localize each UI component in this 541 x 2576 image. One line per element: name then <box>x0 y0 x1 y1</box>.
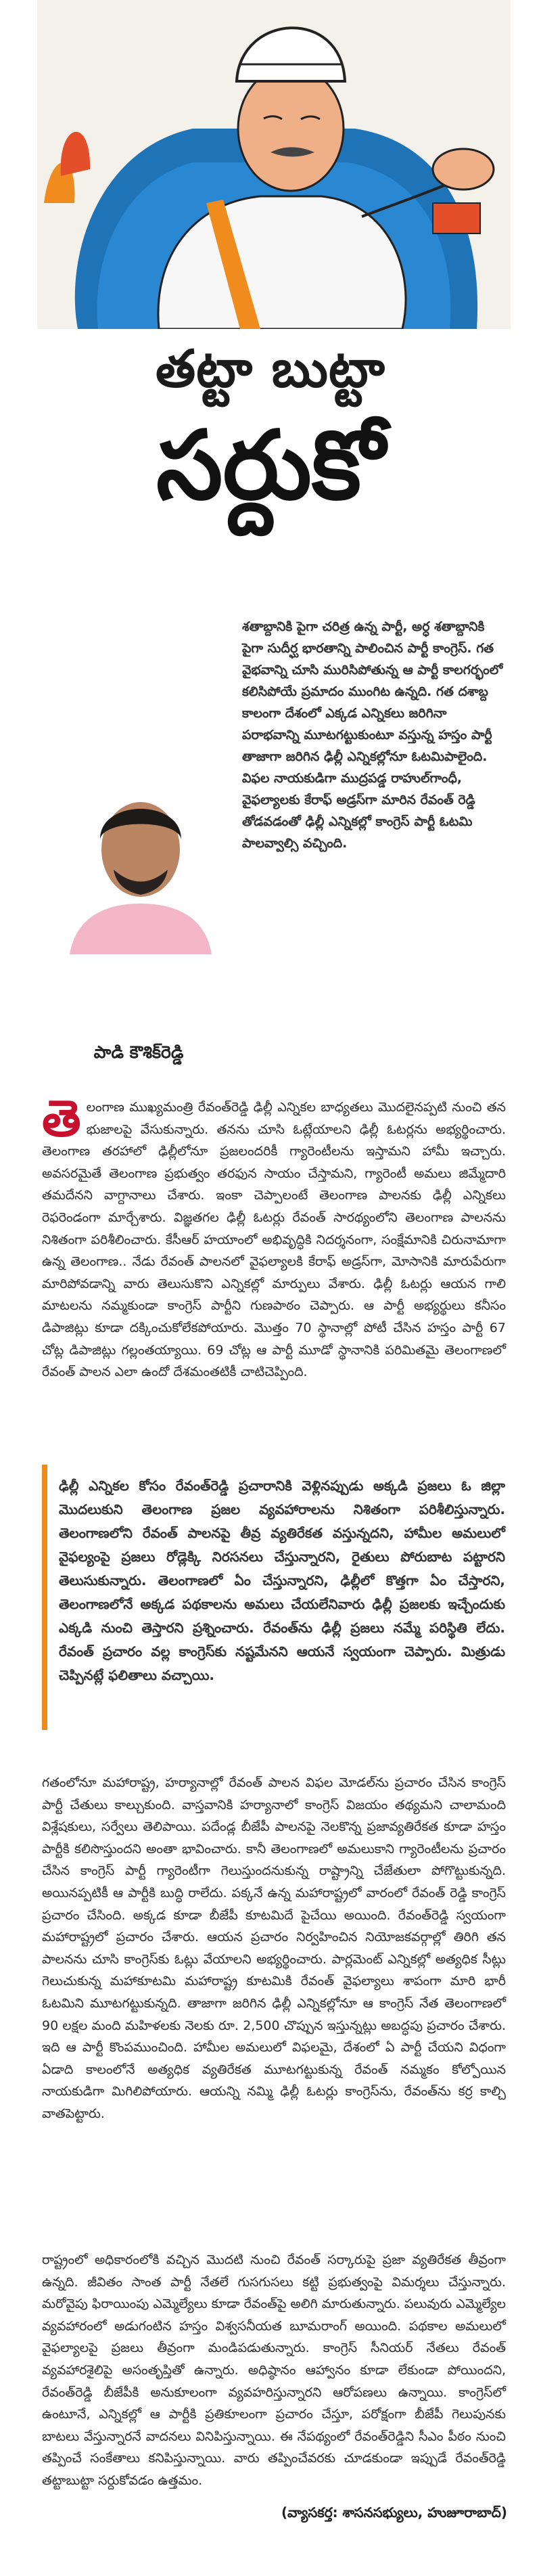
pull-quote-text: ఢిల్లీ ఎన్నికల కోసం రేవంత్‌రెడ్డి ప్రచారానికి వెళ్లినప్పుడు అక్కడి ప్రజలు ఓ జిల్లా మొదలుకుని తెలంగాణ ప్రజల వ్యవహారాలను నిశితంగా పరిశీలిస్తున్నారు. తెలంగాణలోని రేవంత్ పాలనపై తీవ్ర వ్యతిరేకత వస్తున్నదని, హామీల అమలులో వైఫల్యంపై ప్రజలు రోడ్లెక్కి నిరసనలు చేస్తున్నారని, రైతులు పోరుబాట పట్టారని తెలుసుకున్నారు. తెలంగాణలో ఏం చేస్తున్నారని, ఢిల్లీలో కొత్తగా ఏం చేస్తారని, తెలంగాణలోనే అక్కడ పథకాలను అమలు చేయలేనివారు ఢిల్లీ ప్రజలకు ఇచ్చేందుకు ఎక్కడి నుంచి తెస్తారని ప్రశ్నించారు. రేవంత్‌ను ఢిల్లీ ప్రజలు నమ్మే పరిస్థితి లేదు. రేవంత్ ప్రచారం వల్ల కాంగ్రెస్‌కు నష్టమేనని ఆయనే స్వయంగా చెప్పారు. మిత్రుడు చెప్పినట్లే ఫలితాలు వచ్చాయి. <box>59 1478 505 1683</box>
paragraph-3-text: రాష్ట్రంలో అధికారంలోకి వచ్చిన మొదటి నుంచి రేవంత్ సర్కారుపై ప్రజా వ్యతిరేకత తీవ్రంగా ఉన్నది. జీవితం సాంత పార్టీ నేతలే గుసగుసలు కట్టి ప్రభుత్వంపై విమర్శలు చేస్తున్నారు. మరోవైపు ఫిరాయింపు ఎమ్మెల్యేలు కూడా రేవంత్‌పై అలిగి మారుతున్నారు. పలువురు ఎమ్మెల్యేల వ్యవహారంలో అడుగంటిన హస్తం విశ్వసనీయత బూమరాంగ్ అయింది. పథకాల అమలులో వైఫల్యాలపై ప్రజలు తీవ్రంగా మండిపడుతున్నారు. కాంగ్రెస్ సీనియర్ నేతలు రేవంత్ వ్యవహారశైలిపై అసంతృప్తితో ఉన్నారు. అధిష్ఠానం ఆహ్వానం కూడా లేకుండా పోయిందని, రేవంత్‌రెడ్డి బీజేపీకి అనుకూలంగా వ్యవహరిస్తున్నారని ఆరోపణలు ఉన్నాయి. కాంగ్రెస్‌లో ఉంటూనే, ఎన్నికల్లో ఆ పార్టీకి ప్రతికూలంగా ప్రచారం చేస్తూ, పరోక్షంగా బీజేపీ గెలుపునకు బాటలు వేస్తున్నారనే వాదనలు వినిపిస్తున్నాయి. ఈ నేపథ్యంలో రేవంత్‌రెడ్డిని సీఎం పీఠం నుంచి తప్పించే సంకేతాలు కనిపిస్తున్నాయి. వారు తప్పించేవరకు చూడకుండా ఇప్పుడే రేవంత్‌రెడ్డి తట్టాబుట్టా సర్దుకోవడం ఉత్తమం. <box>42 2252 506 2488</box>
headline-title: సర్దుకో <box>156 411 385 521</box>
body-paragraph-3 <box>42 2249 506 2492</box>
author-photo <box>63 778 218 954</box>
body-paragraph-2 <box>42 1772 506 2125</box>
quote-bar <box>42 1465 47 1730</box>
paragraph-2-text: గతంలోనూ మహారాష్ట్ర, హర్యానాల్లో రేవంత్ పాలన విఫల మోడల్‌ను ప్రచారం చేసిన కాంగ్రెస్ పార్టీ చేతులు కాల్చుకుంది. వాస్తవానికి హర్యానాలో కాంగ్రెస్ విజయం తథ్యమని చాలామంది విశ్లేషకులు, సర్వేలు తెలిపాయి. పదేండ్ల బీజేపీ పాలనపై నెలకొన్న ప్రజావ్యతిరేకత కూడా హస్తం పార్టీకి కలిసొస్తుందని అంతా భావించారు. కానీ తెలంగాణలో అమలుకాని గ్యారెంటీలను ప్రచారం చేసిన కాంగ్రెస్ పార్టీ గ్యారెంటీగా గెలుస్తుందనుకున్న రాష్ట్రాన్ని చేజేతులా పోగొట్టుకున్నది. అయినప్పటికీ ఆ పార్టీకి బుద్ధి రాలేదు. పక్కనే ఉన్న మహారాష్ట్రలో వారంలో రేవంత్ రెడ్డి కాంగ్రెస్ ప్రచారం చేసింది. అక్కడ కూడా బీజేపీ కూటమిదే పైచేయి అయింది. రేవంత్‌రెడ్డి స్వయంగా మహారాష్ట్రలో ప్రచారం చేశారు. ఆయన ప్రచారం నిర్వహించిన నియోజకవర్గాల్లో తిరిగి తన పాలనను చూసి కాంగ్రెస్‌కు ఓట్లు వేయాలని అభ్యర్థించారు. పార్లమెంట్ ఎన్నికల్లో అత్యధిక సీట్లు గెలుచుకున్న మహాకూటమి మహారాష్ట్ర కూటమికి రేవంత్ వైఫల్యాలు శాపంగా మారి భారీ ఓటమిని మూటగట్టుకున్నది. తాజాగా జరిగిన ఢిల్లీ ఎన్నికల్లోనూ ఆ కాంగ్రెస్ నేత తెలంగాణలో 90 లక్షల మంది మహిళలకు నెలకు రూ. 2,500 చొప్పున ఇస్తున్నట్లు అబద్ధపు ప్రచారం చేశారు. ఇది ఆ పార్టీ కొంపముంచింది. హామీల అమలులో విఫలమై, దేశంలో ఏ పార్టీ చేయని విధంగా ఏడాది కాలంలోనే అత్యధిక వ్యతిరేకత మూటగట్టుకున్న రేవంత్ నమ్మకం కోల్పోయిన నాయకుడిగా మిగిలిపోయారు. ఆయన్ని నమ్మి ఢిల్లీ ఓటర్లు కాంగ్రెస్‌ను, రేవంత్‌ను కర్ర కాల్చి వాతపెట్టారు. <box>42 1775 506 2121</box>
drop-cap: తె <box>42 1090 81 1148</box>
cartoon-illustration <box>37 0 511 329</box>
byline: పాడి కౌశిక్‌రెడ్డి <box>93 1042 184 1062</box>
lead-paragraph <box>242 616 507 854</box>
paragraph-1-text: లంగాణ ముఖ్యమంత్రి రేవంత్‌రెడ్డి ఢిల్లీ ఎన్నికల బాధ్యతలు మొదలైనప్పటి నుంచి తన భుజాలపై వేసుకున్నారు. తనను చూసి ఓట్లేయాలని ఢిల్లీ ఓటర్లను అభ్యర్థించారు. తెలంగాణ తరహాలో ఢిల్లీలోనూ ప్రజలందరికీ గ్యారెంటీలను ఇస్తామని హామీ ఇచ్చారు. అవసరమైతే తెలంగాణ ప్రభుత్వం తరఫున సాయం చేస్తామని, గ్యారెంటీ అమలు జిమ్మేదారి తమదేనని వాగ్దానాలు చేశారు. ఇంకా చెప్పాలంటే తెలంగాణ పాలనకు ఢిల్లీ ఎన్నికలు రెఫరెండంగా మార్చేశారు. విజ్ఞతగల ఢిల్లీ ఓటర్లు రేవంత్ సారథ్యంలోని తెలంగాణ పాలనను నిశితంగా పరిశీలించారు. కేసీఆర్ హయాంలో అభివృద్ధికి నిదర్శనంగా, సంక్షేమానికి చిరునామాగా ఉన్న తెలంగాణ.. నేడు రేవంత్ పాలనలో వైఫల్యాలకి కేరాఫ్ అడ్రస్‌గా, మోసానికి మారుపేరుగా మారిపోవడాన్ని వారు తెలుసుకొని ఎన్నికల్లో మార్పులు వేశారు. ఢిల్లీ ఓటర్లు ఆయన గాలి మాటలను నమ్మకుండా కాంగ్రెస్ పార్టీని గుణపాఠం చెప్పారు. ఆ పార్టీ అభ్యర్థులు కనీసం డిపాజిట్లు కూడా దక్కించుకోలేకపోయారు. మొత్తం 70 స్థానాల్లో పోటీ చేసిన హస్తం పార్టీ 67 చోట్ల డిపాజిట్లు గల్లంతయ్యాయి. 69 చోట్ల ఆ పార్టీ మూడో స్థానానికి పరిమితమై తెలంగాణలో రేవంత్ పాలన ఎలా ఉందో దేశమంతటికీ చాటిచెప్పింది. <box>42 1100 506 1380</box>
headline-kicker: తట్టా బుట్టా <box>155 338 386 399</box>
lead-text: శతాబ్దానికి పైగా చరిత్ర ఉన్న పార్టీ, అర్ధ శతాబ్దానికి పైగా సుదీర్ఘ భారతాన్ని పాలించిన పార్టీ కాంగ్రెస్. గత వైభవాన్ని చూసి మురిసిపోతున్న ఆ పార్టీ కాలగర్భంలో కలిసిపోయే ప్రమాదం ముంగిట ఉన్నది. గత దశాబ్ద కాలంగా దేశంలో ఎక్కడ ఎన్నికలు జరిగినా పరాభవాన్ని మూటగట్టుకుంటూ వస్తున్న హస్తం పార్టీ తాజాగా జరిగిన ఢిల్లీ ఎన్నికల్లోనూ ఓటమిపాలైంది. విఫల నాయకుడిగా ముద్రపడ్డ రాహుల్‌గాంధీ, వైఫల్యాలకు కేరాఫ్ అడ్రస్‌గా మారిన రేవంత్ రెడ్డి తోడవడంతో ఢిల్లీ ఎన్నికల్లో కాంగ్రెస్ పార్టీ ఓటమి పాలవ్వాల్సి వచ్చింది. <box>242 619 503 851</box>
pull-quote <box>42 1461 506 1735</box>
author-note: (వ్యాసకర్త: శాసనసభ్యులు, హుజూరాబాద్) <box>281 2504 507 2521</box>
body-paragraph-1 <box>42 1090 506 1383</box>
